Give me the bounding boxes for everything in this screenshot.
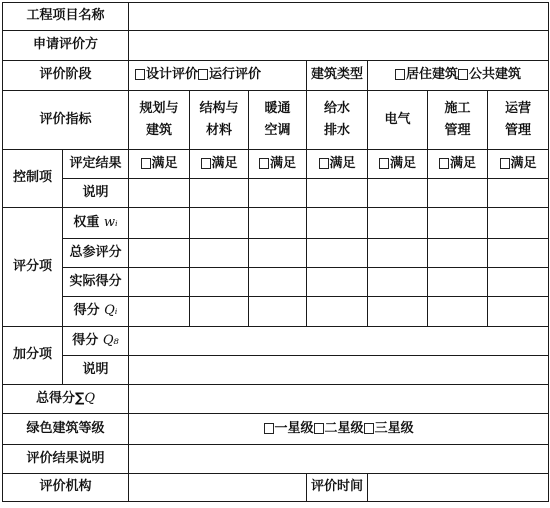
input-cell[interactable] (488, 239, 549, 268)
category-header: 运营 管理 (488, 91, 549, 150)
checkbox-icon[interactable] (201, 158, 211, 169)
weight-label: 权重 wᵢ (63, 208, 129, 239)
control-result-row (3, 150, 549, 179)
result-label: 评定结果 (63, 150, 129, 179)
input-cell[interactable] (428, 179, 488, 208)
input-cell[interactable] (428, 239, 488, 268)
input-cell[interactable] (307, 297, 368, 327)
total-param-row (3, 239, 549, 268)
input-cell[interactable] (307, 179, 368, 208)
total-param-label: 总参评分 (63, 239, 129, 268)
actual-score-row (3, 268, 549, 297)
input-cell[interactable] (428, 208, 488, 239)
input-cell[interactable] (488, 297, 549, 327)
score-label: 评分项 (3, 208, 63, 327)
grade-options (129, 414, 549, 445)
grade-option-three-star[interactable]: 三星级 (364, 421, 414, 436)
note-label: 说明 (63, 356, 129, 385)
control-note-row (3, 179, 549, 208)
applicant-value[interactable] (129, 31, 549, 61)
input-cell[interactable] (249, 268, 307, 297)
input-cell[interactable] (307, 208, 368, 239)
stage-options (129, 61, 307, 91)
input-cell[interactable] (307, 239, 368, 268)
input-cell[interactable] (368, 297, 428, 327)
category-header: 结构与 材料 (190, 91, 249, 150)
project-name-value[interactable] (129, 3, 549, 31)
bonus-label: 加分项 (3, 327, 63, 385)
input-cell[interactable] (249, 208, 307, 239)
stage-option-operation[interactable]: 运行评价 (198, 67, 261, 82)
result-desc-label: 评价结果说明 (3, 445, 129, 474)
grade-option-one-star[interactable]: 一星级 (264, 421, 314, 436)
checkbox-icon[interactable] (314, 423, 324, 434)
input-cell[interactable] (249, 297, 307, 327)
grade-label: 绿色建筑等级 (3, 414, 129, 445)
satisfy-option[interactable]: 满足 (488, 150, 549, 179)
weight-row (3, 208, 549, 239)
building-type-label: 建筑类型 (307, 61, 368, 91)
input-cell[interactable] (428, 268, 488, 297)
satisfy-option[interactable]: 满足 (249, 150, 307, 179)
applicant-row (3, 31, 549, 61)
agency-value[interactable] (129, 474, 307, 502)
category-header: 暖通 空调 (249, 91, 307, 150)
input-cell[interactable] (488, 268, 549, 297)
input-cell[interactable] (190, 268, 249, 297)
indicator-header-row (3, 91, 549, 150)
input-cell[interactable] (190, 208, 249, 239)
building-type-option-public[interactable]: 公共建筑 (458, 67, 521, 82)
stage-option-design[interactable]: 设计评价 (135, 67, 198, 82)
satisfy-option[interactable]: 满足 (307, 150, 368, 179)
input-cell[interactable] (129, 297, 190, 327)
category-header: 给水 排水 (307, 91, 368, 150)
input-cell[interactable] (129, 179, 190, 208)
grade-option-two-star[interactable]: 二星级 (314, 421, 364, 436)
satisfy-option[interactable]: 满足 (190, 150, 249, 179)
satisfy-option[interactable]: 满足 (428, 150, 488, 179)
checkbox-icon[interactable] (379, 158, 389, 169)
checkbox-icon[interactable] (319, 158, 329, 169)
actual-score-label: 实际得分 (63, 268, 129, 297)
input-cell[interactable] (488, 179, 549, 208)
checkbox-icon[interactable] (364, 423, 374, 434)
eval-time-value[interactable] (368, 474, 549, 502)
bonus-note-value[interactable] (129, 356, 549, 385)
applicant-label: 申请评价方 (3, 31, 129, 61)
category-header: 电气 (368, 91, 428, 150)
total-score-row (3, 385, 549, 414)
checkbox-icon[interactable] (500, 158, 510, 169)
project-name-label: 工程项目名称 (3, 3, 129, 31)
input-cell[interactable] (368, 179, 428, 208)
input-cell[interactable] (488, 208, 549, 239)
bonus-score-row (3, 327, 549, 356)
checkbox-icon[interactable] (439, 158, 449, 169)
checkbox-icon[interactable] (264, 423, 274, 434)
building-type-options (368, 61, 549, 91)
total-score-label: 总得分∑Q (3, 385, 129, 414)
score-q-label: 得分 Qᵢ (63, 297, 129, 327)
checkbox-icon[interactable] (259, 158, 269, 169)
satisfy-option[interactable]: 满足 (129, 150, 190, 179)
agency-row (3, 474, 549, 502)
checkbox-icon[interactable] (135, 69, 145, 80)
checkbox-icon[interactable] (395, 69, 405, 80)
eval-time-label: 评价时间 (307, 474, 368, 502)
result-desc-value[interactable] (129, 445, 549, 474)
total-score-value[interactable] (129, 385, 549, 414)
input-cell[interactable] (307, 268, 368, 297)
input-cell[interactable] (428, 297, 488, 327)
checkbox-icon[interactable] (141, 158, 151, 169)
bonus-q-label: 得分 Q₈ (63, 327, 129, 356)
category-header: 施工 管理 (428, 91, 488, 150)
bonus-score-value[interactable] (129, 327, 549, 356)
score-q-row (3, 297, 549, 327)
input-cell[interactable] (190, 179, 249, 208)
category-header: 规划与 建筑 (129, 91, 190, 150)
input-cell[interactable] (368, 268, 428, 297)
green-building-evaluation-table (2, 2, 549, 502)
note-label: 说明 (63, 179, 129, 208)
checkbox-icon[interactable] (458, 69, 468, 80)
input-cell[interactable] (129, 239, 190, 268)
input-cell[interactable] (190, 297, 249, 327)
agency-label: 评价机构 (3, 474, 129, 502)
stage-label: 评价阶段 (3, 61, 129, 91)
control-label: 控制项 (3, 150, 63, 208)
checkbox-icon[interactable] (198, 69, 208, 80)
input-cell[interactable] (249, 239, 307, 268)
result-desc-row (3, 445, 549, 474)
input-cell[interactable] (129, 268, 190, 297)
indicator-label: 评价指标 (3, 91, 129, 150)
project-name-row (3, 3, 549, 31)
bonus-note-row (3, 356, 549, 385)
satisfy-option[interactable]: 满足 (368, 150, 428, 179)
input-cell[interactable] (190, 239, 249, 268)
input-cell[interactable] (129, 208, 190, 239)
input-cell[interactable] (249, 179, 307, 208)
input-cell[interactable] (368, 239, 428, 268)
stage-row (3, 61, 549, 91)
grade-row (3, 414, 549, 445)
input-cell[interactable] (368, 208, 428, 239)
building-type-option-residential[interactable]: 居住建筑 (395, 67, 458, 82)
